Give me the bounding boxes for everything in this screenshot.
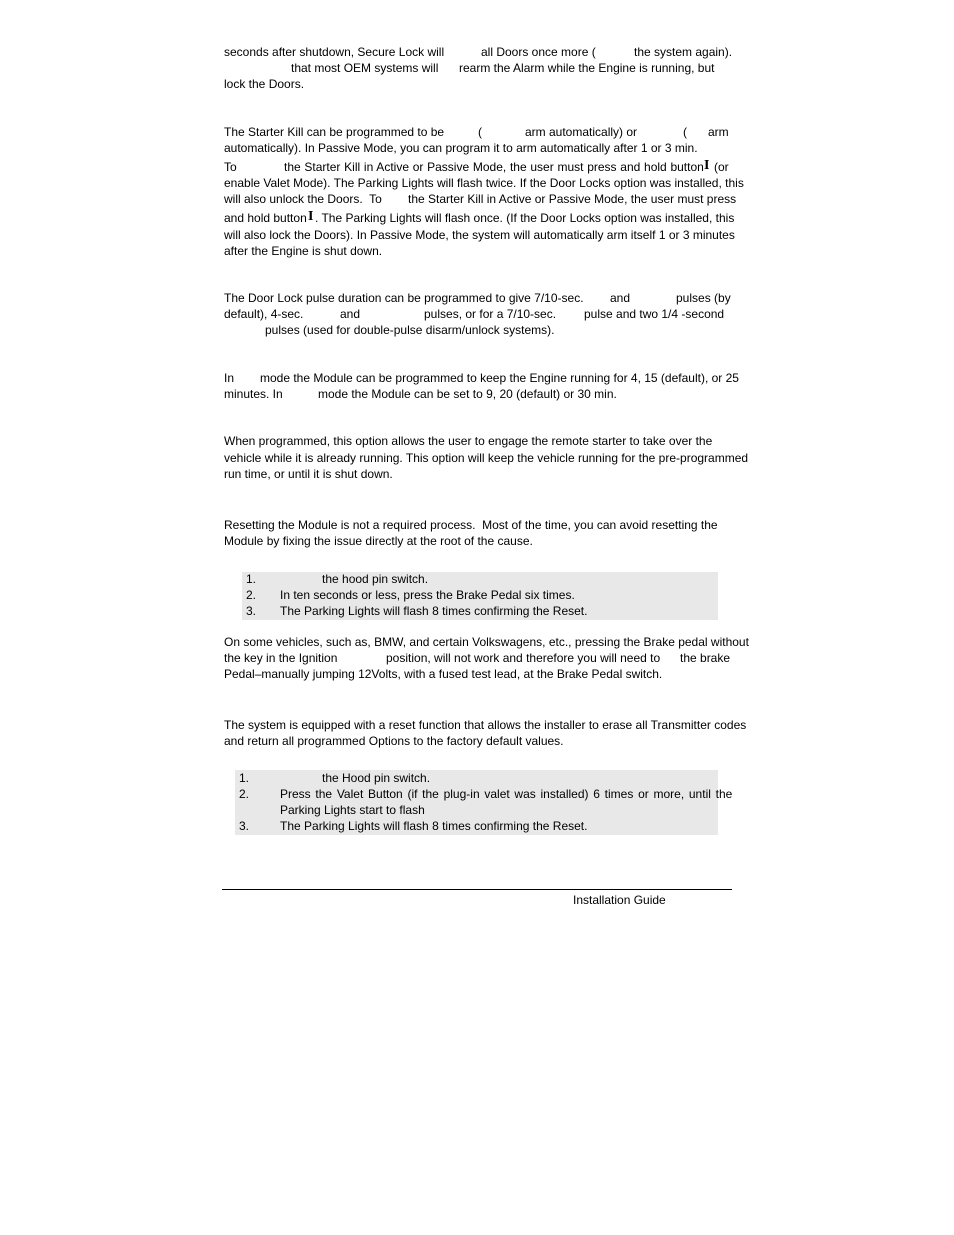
list-text: Press the Valet Button (if the plug-in valet was installed) 6 times or more, until the xyxy=(280,787,733,801)
text-line: When programmed, this option allows the user to engage the remote starter to take over the xyxy=(224,434,713,448)
text-line: and xyxy=(340,307,361,321)
text-line: mode the Module can be programmed to keep the Engine running for 4, 15 (default), or 25 xyxy=(260,371,739,385)
text-line: In xyxy=(224,371,235,385)
list-number: 2. xyxy=(239,787,250,801)
text-line: all Doors once more ( xyxy=(481,45,596,59)
text-line: pulses (used for double-pulse disarm/unlock systems). xyxy=(265,323,555,337)
text-line: automatically). In Passive Mode, you can program it to arm automatically after 1 or 3 min. xyxy=(224,141,698,155)
text-line: The system is equipped with a reset function that allows the installer to erase all Transmitter codes xyxy=(224,718,747,732)
text-line: seconds after shutdown, Secure Lock will xyxy=(224,45,445,59)
text-line: . The Parking Lights will flash once. (If the Door Locks option was installed, this xyxy=(315,211,735,225)
text-line: the key in the Ignition xyxy=(224,651,338,665)
footer-label: Installation Guide xyxy=(573,893,666,907)
text-line: minutes. In xyxy=(224,387,283,401)
list-number: 1. xyxy=(239,771,250,785)
text-line: pulse and two 1/4 -second xyxy=(584,307,725,321)
text-line: Resetting the Module is not a required process. Most of the time, you can avoid resetting the xyxy=(224,518,718,532)
list-text: The Parking Lights will flash 8 times confirming the Reset. xyxy=(280,819,588,833)
text-line: ( xyxy=(478,125,482,139)
text-line: the brake xyxy=(680,651,731,665)
text-line: will also unlock the Doors. To xyxy=(224,192,382,206)
text-line: Module by fixing the issue directly at the root of the cause. xyxy=(224,534,533,548)
list-number: 3. xyxy=(246,604,257,618)
list-text: The Parking Lights will flash 8 times confirming the Reset. xyxy=(280,604,588,618)
footer-rule xyxy=(222,889,732,890)
text-line: the Starter Kill in Active or Passive Mode, the user must press xyxy=(408,192,737,206)
text-line: run time, or until it is shut down. xyxy=(224,467,393,481)
text-line: lock the Doors. xyxy=(224,77,305,91)
button-glyph: I xyxy=(704,158,710,173)
text-line: after the Engine is shut down. xyxy=(224,244,383,258)
text-line: ( xyxy=(683,125,687,139)
text-line: rearm the Alarm while the Engine is running, but xyxy=(459,61,715,75)
text-line: will also lock the Doors). In Passive Mode, the system will automatically arm itself 1 or 3 minutes xyxy=(224,228,735,242)
text-line: the system again). xyxy=(634,45,733,59)
list-number: 2. xyxy=(246,588,257,602)
text-line: position, will not work and therefore you will need to xyxy=(386,651,661,665)
text-line: The Starter Kill can be programmed to be xyxy=(224,125,445,139)
list-text: Parking Lights start to flash xyxy=(280,803,425,817)
text-line: mode the Module can be set to 9, 20 (default) or 30 min. xyxy=(318,387,617,401)
text-line: pulses (by xyxy=(676,291,731,305)
text-line: arm automatically) or xyxy=(525,125,638,139)
list-text: the Hood pin switch. xyxy=(322,771,431,785)
button-glyph: I xyxy=(308,209,314,224)
text-line: arm xyxy=(708,125,729,139)
text-line: pulses, or for a 7/10-sec. xyxy=(424,307,557,321)
text-line: and return all programmed Options to the factory default values. xyxy=(224,734,564,748)
text-line: (or xyxy=(714,160,729,174)
text-line: enable Valet Mode). The Parking Lights will flash twice. If the Door Locks option was installed, this xyxy=(224,176,744,190)
text-line: On some vehicles, such as, BMW, and certain Volkswagens, etc., pressing the Brake pedal without xyxy=(224,635,749,649)
list-number: 1. xyxy=(246,572,257,586)
text-line: default), 4-sec. xyxy=(224,307,304,321)
text-line: Pedal–manually jumping 12Volts, with a fused test lead, at the Brake Pedal switch. xyxy=(224,667,663,681)
list-number: 3. xyxy=(239,819,250,833)
text-line: To xyxy=(224,160,237,174)
text-line: and hold button xyxy=(224,211,307,225)
list-text: the hood pin switch. xyxy=(322,572,429,586)
text-line: vehicle while it is already running. This option will keep the vehicle running for the pre-programmed xyxy=(224,451,749,465)
text-line: The Door Lock pulse duration can be programmed to give 7/10-sec. xyxy=(224,291,584,305)
text-line: that most OEM systems will xyxy=(291,61,439,75)
text-line: and xyxy=(610,291,631,305)
text-line: the Starter Kill in Active or Passive Mode, the user must press and hold button xyxy=(284,160,704,174)
list-text: In ten seconds or less, press the Brake Pedal six times. xyxy=(280,588,575,602)
